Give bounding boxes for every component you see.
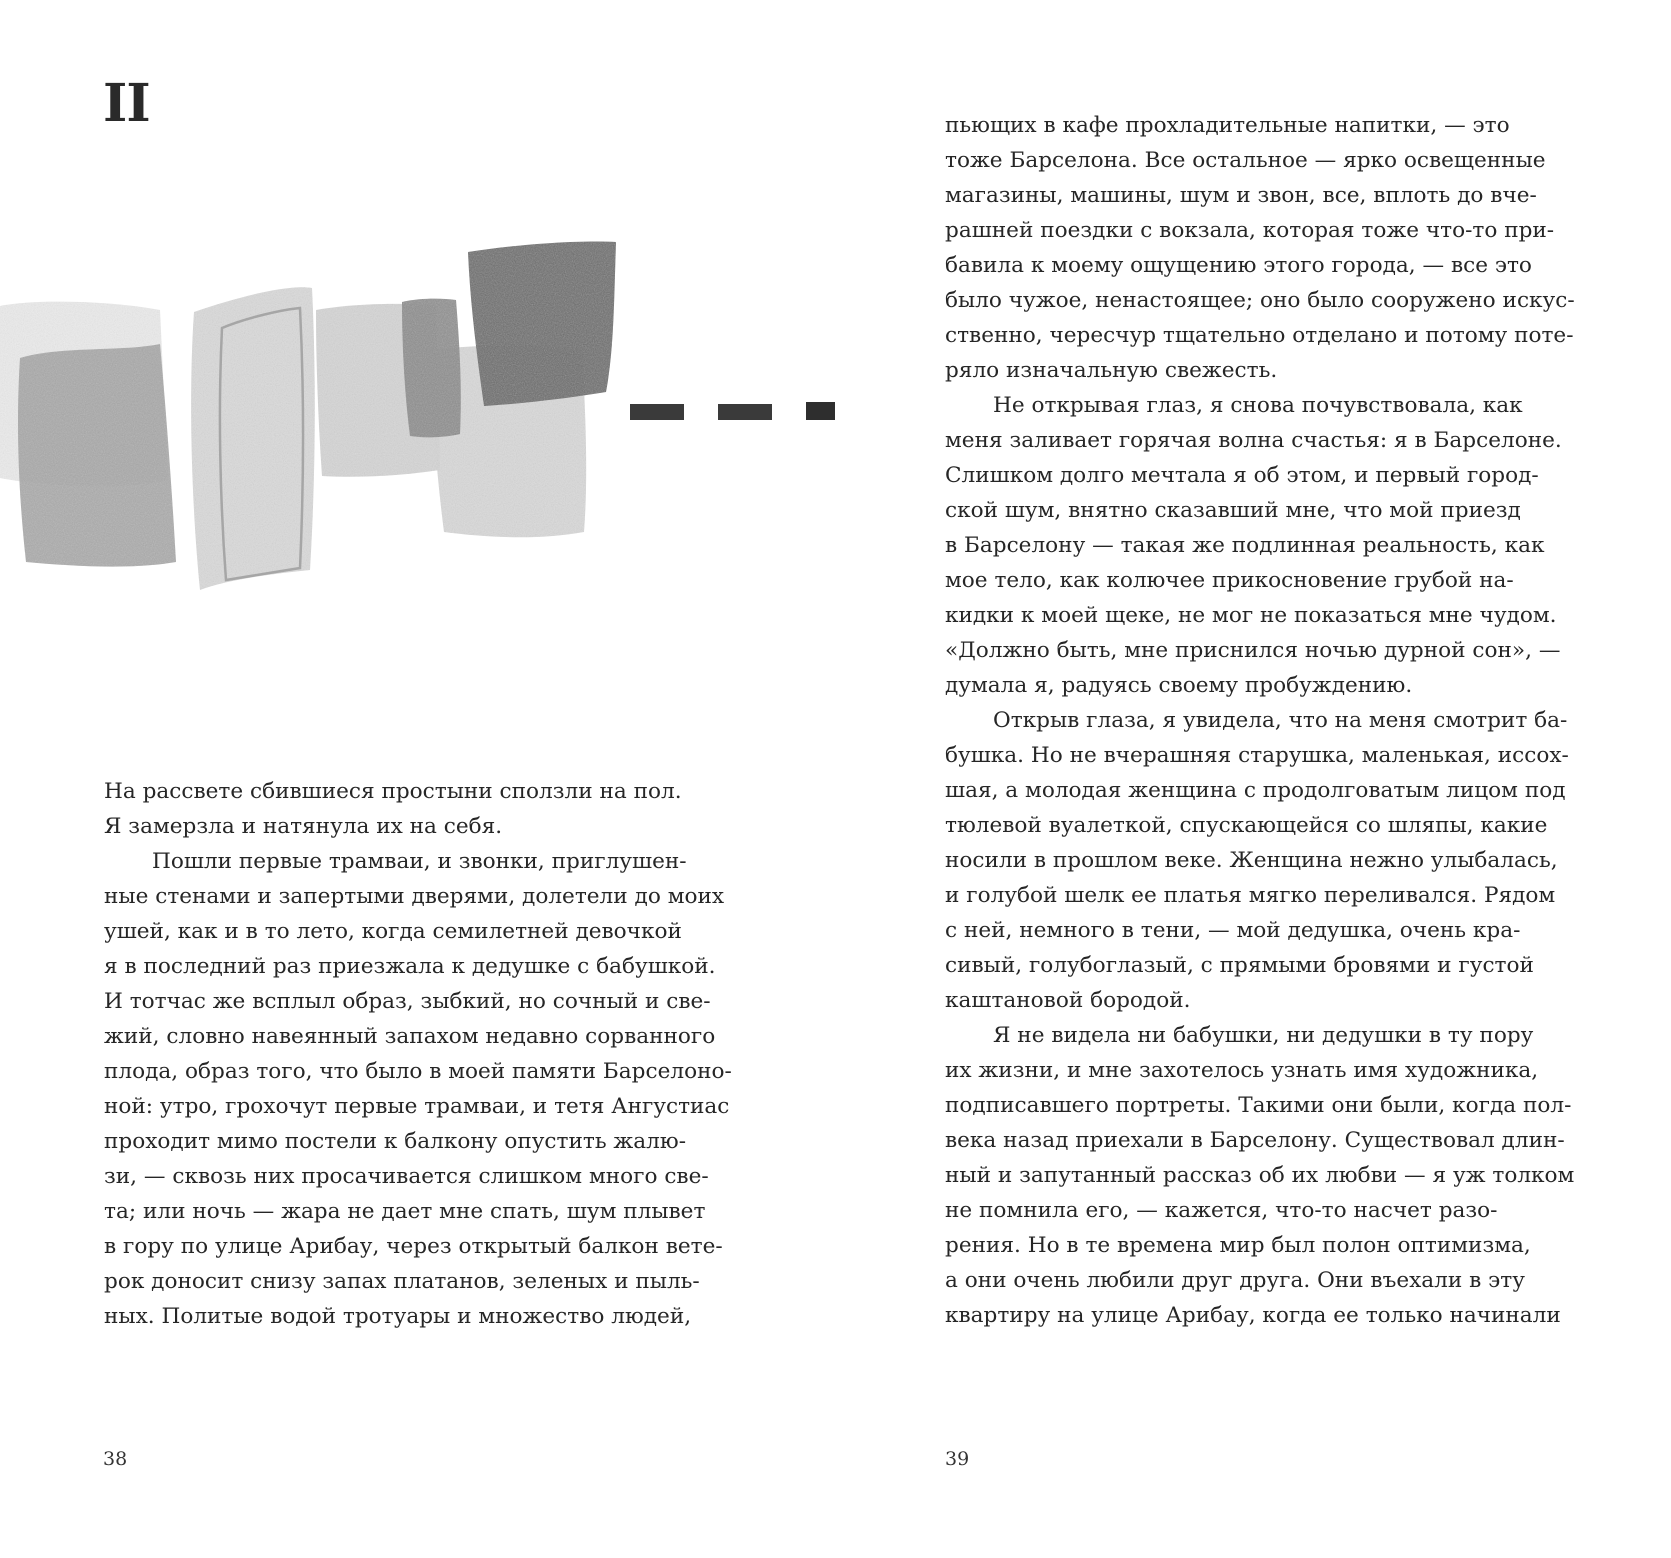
ink-block-dark	[468, 241, 616, 406]
text-line: ственно, чересчур тщательно отделано и потому поте-	[945, 323, 1574, 348]
page-number-left: 38	[103, 1448, 128, 1470]
chapter-number: II	[103, 73, 150, 134]
text-line: И тотчас же всплыл образ, зыбкий, но сочный и све-	[104, 989, 711, 1014]
right-page-text	[945, 108, 1575, 1333]
text-line: зи, — сквозь них просачивается слишком много све-	[104, 1164, 709, 1189]
text-line: «Должно быть, мне приснился ночью дурной сон», —	[945, 638, 1561, 663]
text-line: каштановой бородой.	[945, 988, 1191, 1013]
text-line: меня заливает горячая волна счастья: я в Барселоне.	[945, 428, 1562, 453]
left-page-text	[104, 774, 732, 1334]
text-line: было чужое, ненастоящее; оно было сооружено искус-	[945, 288, 1575, 313]
abstract-ink-blocks-icon	[0, 240, 835, 620]
text-line: Слишком долго мечтала я об этом, и первый город-	[945, 463, 1539, 488]
dash-mark-2	[718, 404, 772, 420]
text-line: мое тело, как колючее прикосновение грубой на-	[945, 568, 1514, 593]
text-line: Я замерзла и натянула их на себя.	[104, 814, 503, 839]
text-line: та; или ночь — жара не дает мне спать, шум плывет	[104, 1199, 706, 1224]
text-line: проходит мимо постели к балкону опустить жалю-	[104, 1129, 686, 1154]
text-line: ных. Политые водой тротуары и множество людей,	[104, 1304, 692, 1329]
text-line: не помнила его, — кажется, что-то насчет разо-	[945, 1198, 1498, 1223]
text-line: а они очень любили друг друга. Они въехали в эту	[945, 1268, 1525, 1293]
text-line: ряло изначальную свежесть.	[945, 358, 1278, 383]
text-line: бавила к моему ощущению этого города, — все это	[945, 253, 1532, 278]
text-line: с ней, немного в тени, — мой дедушка, очень кра-	[945, 918, 1521, 943]
text-line: я в последний раз приезжала к дедушке с бабушкой.	[104, 954, 716, 979]
text-line: кидки к моей щеке, не мог не показаться мне чудом.	[945, 603, 1557, 628]
dash-mark-3	[806, 402, 835, 420]
text-line: и голубой шелк ее платья мягко переливался. Рядом	[945, 883, 1556, 908]
ink-block-pale-tall	[191, 287, 315, 590]
text-line: в Барселону — такая же подлинная реальность, как	[945, 533, 1545, 558]
dash-mark-1	[630, 404, 684, 420]
text-line: магазины, машины, шум и звон, все, вплоть до вче-	[945, 183, 1537, 208]
text-line: ной: утро, грохочут первые трамваи, и тетя Ангустиас	[104, 1094, 730, 1119]
text-line: носили в прошлом веке. Женщина нежно улыбалась,	[945, 848, 1558, 873]
text-line: думала я, радуясь своему пробуждению.	[945, 673, 1413, 698]
text-line: их жизни, и мне захотелось узнать имя художника,	[945, 1058, 1539, 1083]
text-line: в гору по улице Арибау, через открытый балкон вете-	[104, 1234, 723, 1259]
text-line: жий, словно навеянный запахом недавно сорванного	[104, 1024, 716, 1049]
text-line: рения. Но в те времена мир был полон оптимизма,	[945, 1233, 1531, 1258]
ink-block-left	[18, 344, 176, 567]
text-line: Не открывая глаз, я снова почувствовала, как	[993, 393, 1523, 418]
text-line: рашней поездки с вокзала, которая тоже что-то при-	[945, 218, 1555, 243]
text-line: сивый, голубоглазый, с прямыми бровями и густой	[945, 953, 1534, 978]
page-number-right: 39	[945, 1448, 970, 1470]
text-line: века назад приехали в Барселону. Существовал длин-	[945, 1128, 1565, 1153]
text-line: шая, а молодая женщина с продолговатым лицом под	[945, 778, 1566, 803]
right-page	[835, 0, 1671, 1558]
left-page	[0, 0, 835, 1558]
text-line: бушка. Но не вчерашняя старушка, маленькая, иссох-	[945, 743, 1569, 768]
text-line: ный и запутанный рассказ об их любви — я уж толком	[945, 1163, 1575, 1188]
text-line: подписавшего портреты. Такими они были, когда пол-	[945, 1093, 1572, 1118]
text-line: пьющих в кафе прохладительные напитки, — это	[945, 113, 1510, 138]
ink-block-mid	[402, 299, 461, 438]
text-line: ные стенами и запертыми дверями, долетели до моих	[104, 884, 725, 909]
text-line: рок доносит снизу запах платанов, зеленых и пыль-	[104, 1269, 700, 1294]
text-line: Я не видела ни бабушки, ни дедушки в ту пору	[993, 1023, 1534, 1048]
text-line: плода, образ того, что было в моей памяти Барселоно-	[104, 1059, 732, 1084]
text-line: квартиру на улице Арибау, когда ее только начинали	[945, 1303, 1561, 1328]
text-line: тюлевой вуалеткой, спускающейся со шляпы, какие	[945, 813, 1548, 838]
text-line: На рассвете сбившиеся простыни сползли на пол.	[104, 779, 682, 804]
text-line: ушей, как и в то лето, когда семилетней девочкой	[104, 919, 682, 944]
text-line: Открыв глаза, я увидела, что на меня смотрит ба-	[993, 708, 1568, 733]
text-line: ской шум, внятно сказавший мне, что мой приезд	[945, 498, 1521, 523]
text-line: Пошли первые трамваи, и звонки, приглушен-	[152, 849, 687, 874]
text-line: тоже Барселона. Все остальное — ярко освещенные	[945, 148, 1546, 173]
